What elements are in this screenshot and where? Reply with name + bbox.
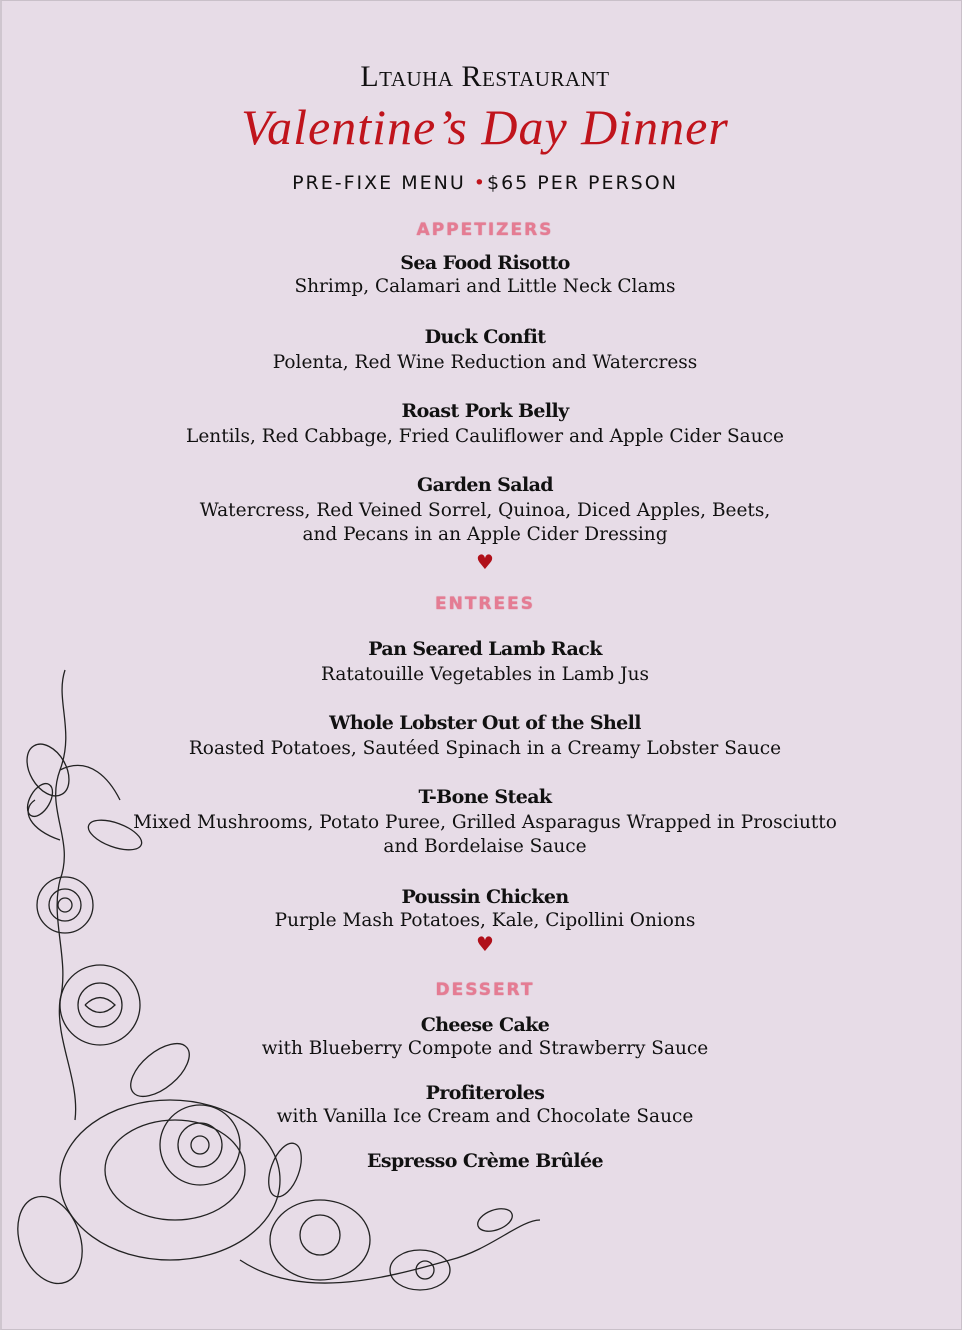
item-name: Duck Confit	[424, 326, 546, 348]
item-desc: and Pecans in an Apple Cider Dressing	[302, 524, 668, 545]
item-desc: and Bordelaise Sauce	[383, 836, 587, 857]
item-name: Espresso Crème Brûlée	[367, 1150, 603, 1172]
item-name: Garden Salad	[417, 474, 553, 496]
item-name: Poussin Chicken	[401, 886, 569, 908]
heart-icon: ♥	[476, 932, 494, 956]
item-name: Whole Lobster Out of the Shell	[329, 712, 641, 734]
section-dessert: DESSERT	[435, 980, 535, 1000]
item-name: T-Bone Steak	[418, 786, 552, 808]
item-desc: Ratatouille Vegetables in Lamb Jus	[321, 664, 649, 685]
item-name: Sea Food Risotto	[400, 252, 570, 274]
rose-illustration	[0, 660, 560, 1320]
price: $65 PER PERSON	[487, 172, 678, 194]
item-name: Pan Seared Lamb Rack	[368, 638, 602, 660]
menu-title: Valentine’s Day Dinner	[241, 99, 729, 155]
item-desc: Roasted Potatoes, Sautéed Spinach in a Creamy Lobster Sauce	[188, 738, 782, 759]
item-name: Profiteroles	[425, 1082, 545, 1104]
item-desc: Watercress, Red Veined Sorrel, Quinoa, Diced Apples, Beets,	[199, 500, 771, 521]
item-desc: Lentils, Red Cabbage, Fried Cauliflower and Apple Cider Sauce	[186, 426, 784, 447]
separator-dot: •	[473, 172, 487, 194]
item-name: Cheese Cake	[420, 1014, 550, 1036]
item-desc: Mixed Mushrooms, Potato Puree, Grilled Asparagus Wrapped in Prosciutto	[133, 812, 837, 833]
section-appetizers: APPETIZERS	[416, 220, 554, 240]
item-name: Roast Pork Belly	[401, 400, 569, 422]
menu-type: PRE-FIXE MENU	[292, 172, 466, 194]
item-desc: Polenta, Red Wine Reduction and Watercress	[272, 352, 698, 373]
section-entrees: ENTREES	[435, 594, 535, 614]
price-line	[0, 172, 962, 194]
item-desc: with Blueberry Compote and Strawberry Sauce	[261, 1038, 709, 1059]
item-desc: Purple Mash Potatoes, Kale, Cipollini Onions	[274, 910, 696, 931]
item-desc: Shrimp, Calamari and Little Neck Clams	[294, 276, 676, 297]
restaurant-name: Ltauha Restaurant	[360, 60, 610, 93]
item-desc: with Vanilla Ice Cream and Chocolate Sauce	[276, 1106, 694, 1127]
heart-icon: ♥	[476, 550, 494, 574]
